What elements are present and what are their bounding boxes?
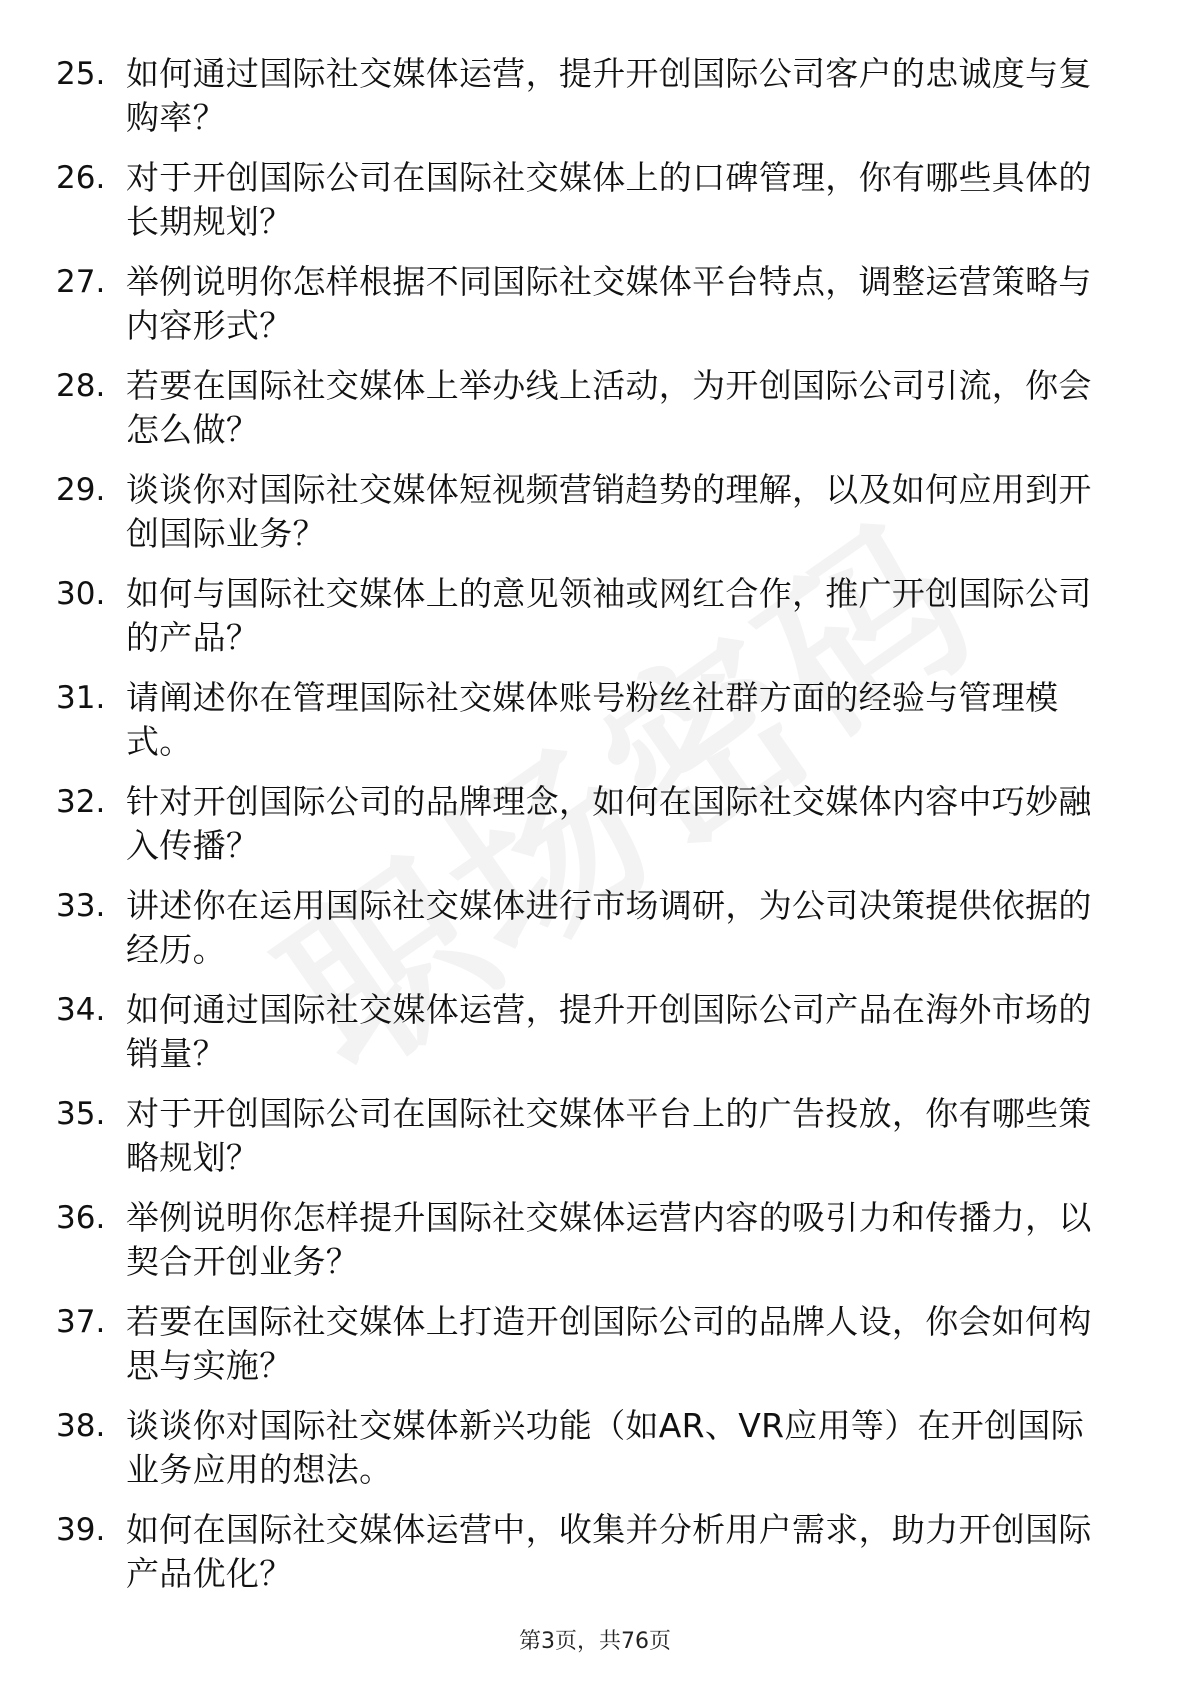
- question-number: 36.: [56, 1200, 106, 1236]
- question-item: [56, 364, 1116, 468]
- question-text: 若要在国际社交媒体上举办线上活动，为开创国际公司引流，你会怎么做？: [126, 366, 1092, 449]
- question-item: [56, 1508, 1116, 1612]
- question-number: 33.: [56, 888, 106, 924]
- question-item: [56, 468, 1116, 572]
- question-list: [56, 52, 1116, 1612]
- question-item: [56, 52, 1116, 156]
- question-text: 讲述你在运用国际社交媒体进行市场调研，为公司决策提供依据的经历。: [126, 886, 1092, 969]
- page-footer: [0, 1624, 1190, 1655]
- question-text: 针对开创国际公司的品牌理念，如何在国际社交媒体内容中巧妙融入传播？: [126, 782, 1092, 865]
- question-number: 35.: [56, 1096, 106, 1132]
- question-number: 31.: [56, 680, 106, 716]
- question-number: 34.: [56, 992, 106, 1028]
- question-text: 如何通过国际社交媒体运营，提升开创国际公司产品在海外市场的销量？: [126, 990, 1092, 1073]
- question-number: 37.: [56, 1304, 106, 1340]
- question-number: 39.: [56, 1512, 106, 1548]
- question-text: 举例说明你怎样根据不同国际社交媒体平台特点，调整运营策略与内容形式？: [126, 262, 1092, 345]
- question-text: 对于开创国际公司在国际社交媒体上的口碑管理，你有哪些具体的长期规划？: [126, 158, 1092, 241]
- question-item: [56, 260, 1116, 364]
- question-item: [56, 676, 1116, 780]
- question-number: 30.: [56, 576, 106, 612]
- question-text: 若要在国际社交媒体上打造开创国际公司的品牌人设，你会如何构思与实施？: [126, 1302, 1092, 1385]
- question-item: [56, 884, 1116, 988]
- question-item: [56, 1300, 1116, 1404]
- question-number: 28.: [56, 368, 106, 404]
- question-item: [56, 1196, 1116, 1300]
- question-item: [56, 780, 1116, 884]
- question-item: [56, 1404, 1116, 1508]
- question-number: 38.: [56, 1408, 106, 1444]
- question-number: 25.: [56, 56, 106, 92]
- question-text: 如何在国际社交媒体运营中，收集并分析用户需求，助力开创国际产品优化？: [126, 1510, 1092, 1593]
- question-text: 请阐述你在管理国际社交媒体账号粉丝社群方面的经验与管理模式。: [126, 678, 1059, 761]
- page-number-label: 第3页，共76页: [519, 1629, 671, 1654]
- question-text: 举例说明你怎样提升国际社交媒体运营内容的吸引力和传播力，以契合开创业务？: [126, 1198, 1092, 1281]
- question-item: [56, 572, 1116, 676]
- question-number: 29.: [56, 472, 106, 508]
- question-text: 对于开创国际公司在国际社交媒体平台上的广告投放，你有哪些策略规划？: [126, 1094, 1092, 1177]
- question-number: 32.: [56, 784, 106, 820]
- question-number: 27.: [56, 264, 106, 300]
- question-item: [56, 988, 1116, 1092]
- question-text: 如何与国际社交媒体上的意见领袖或网红合作，推广开创国际公司的产品？: [126, 574, 1092, 657]
- question-item: [56, 1092, 1116, 1196]
- question-number: 26.: [56, 160, 106, 196]
- question-item: [56, 156, 1116, 260]
- question-text: 如何通过国际社交媒体运营，提升开创国际公司客户的忠诚度与复购率？: [126, 54, 1092, 137]
- question-text: 谈谈你对国际社交媒体新兴功能（如AR、VR应用等）在开创国际业务应用的想法。: [126, 1406, 1085, 1489]
- question-text: 谈谈你对国际社交媒体短视频营销趋势的理解，以及如何应用到开创国际业务？: [126, 470, 1092, 553]
